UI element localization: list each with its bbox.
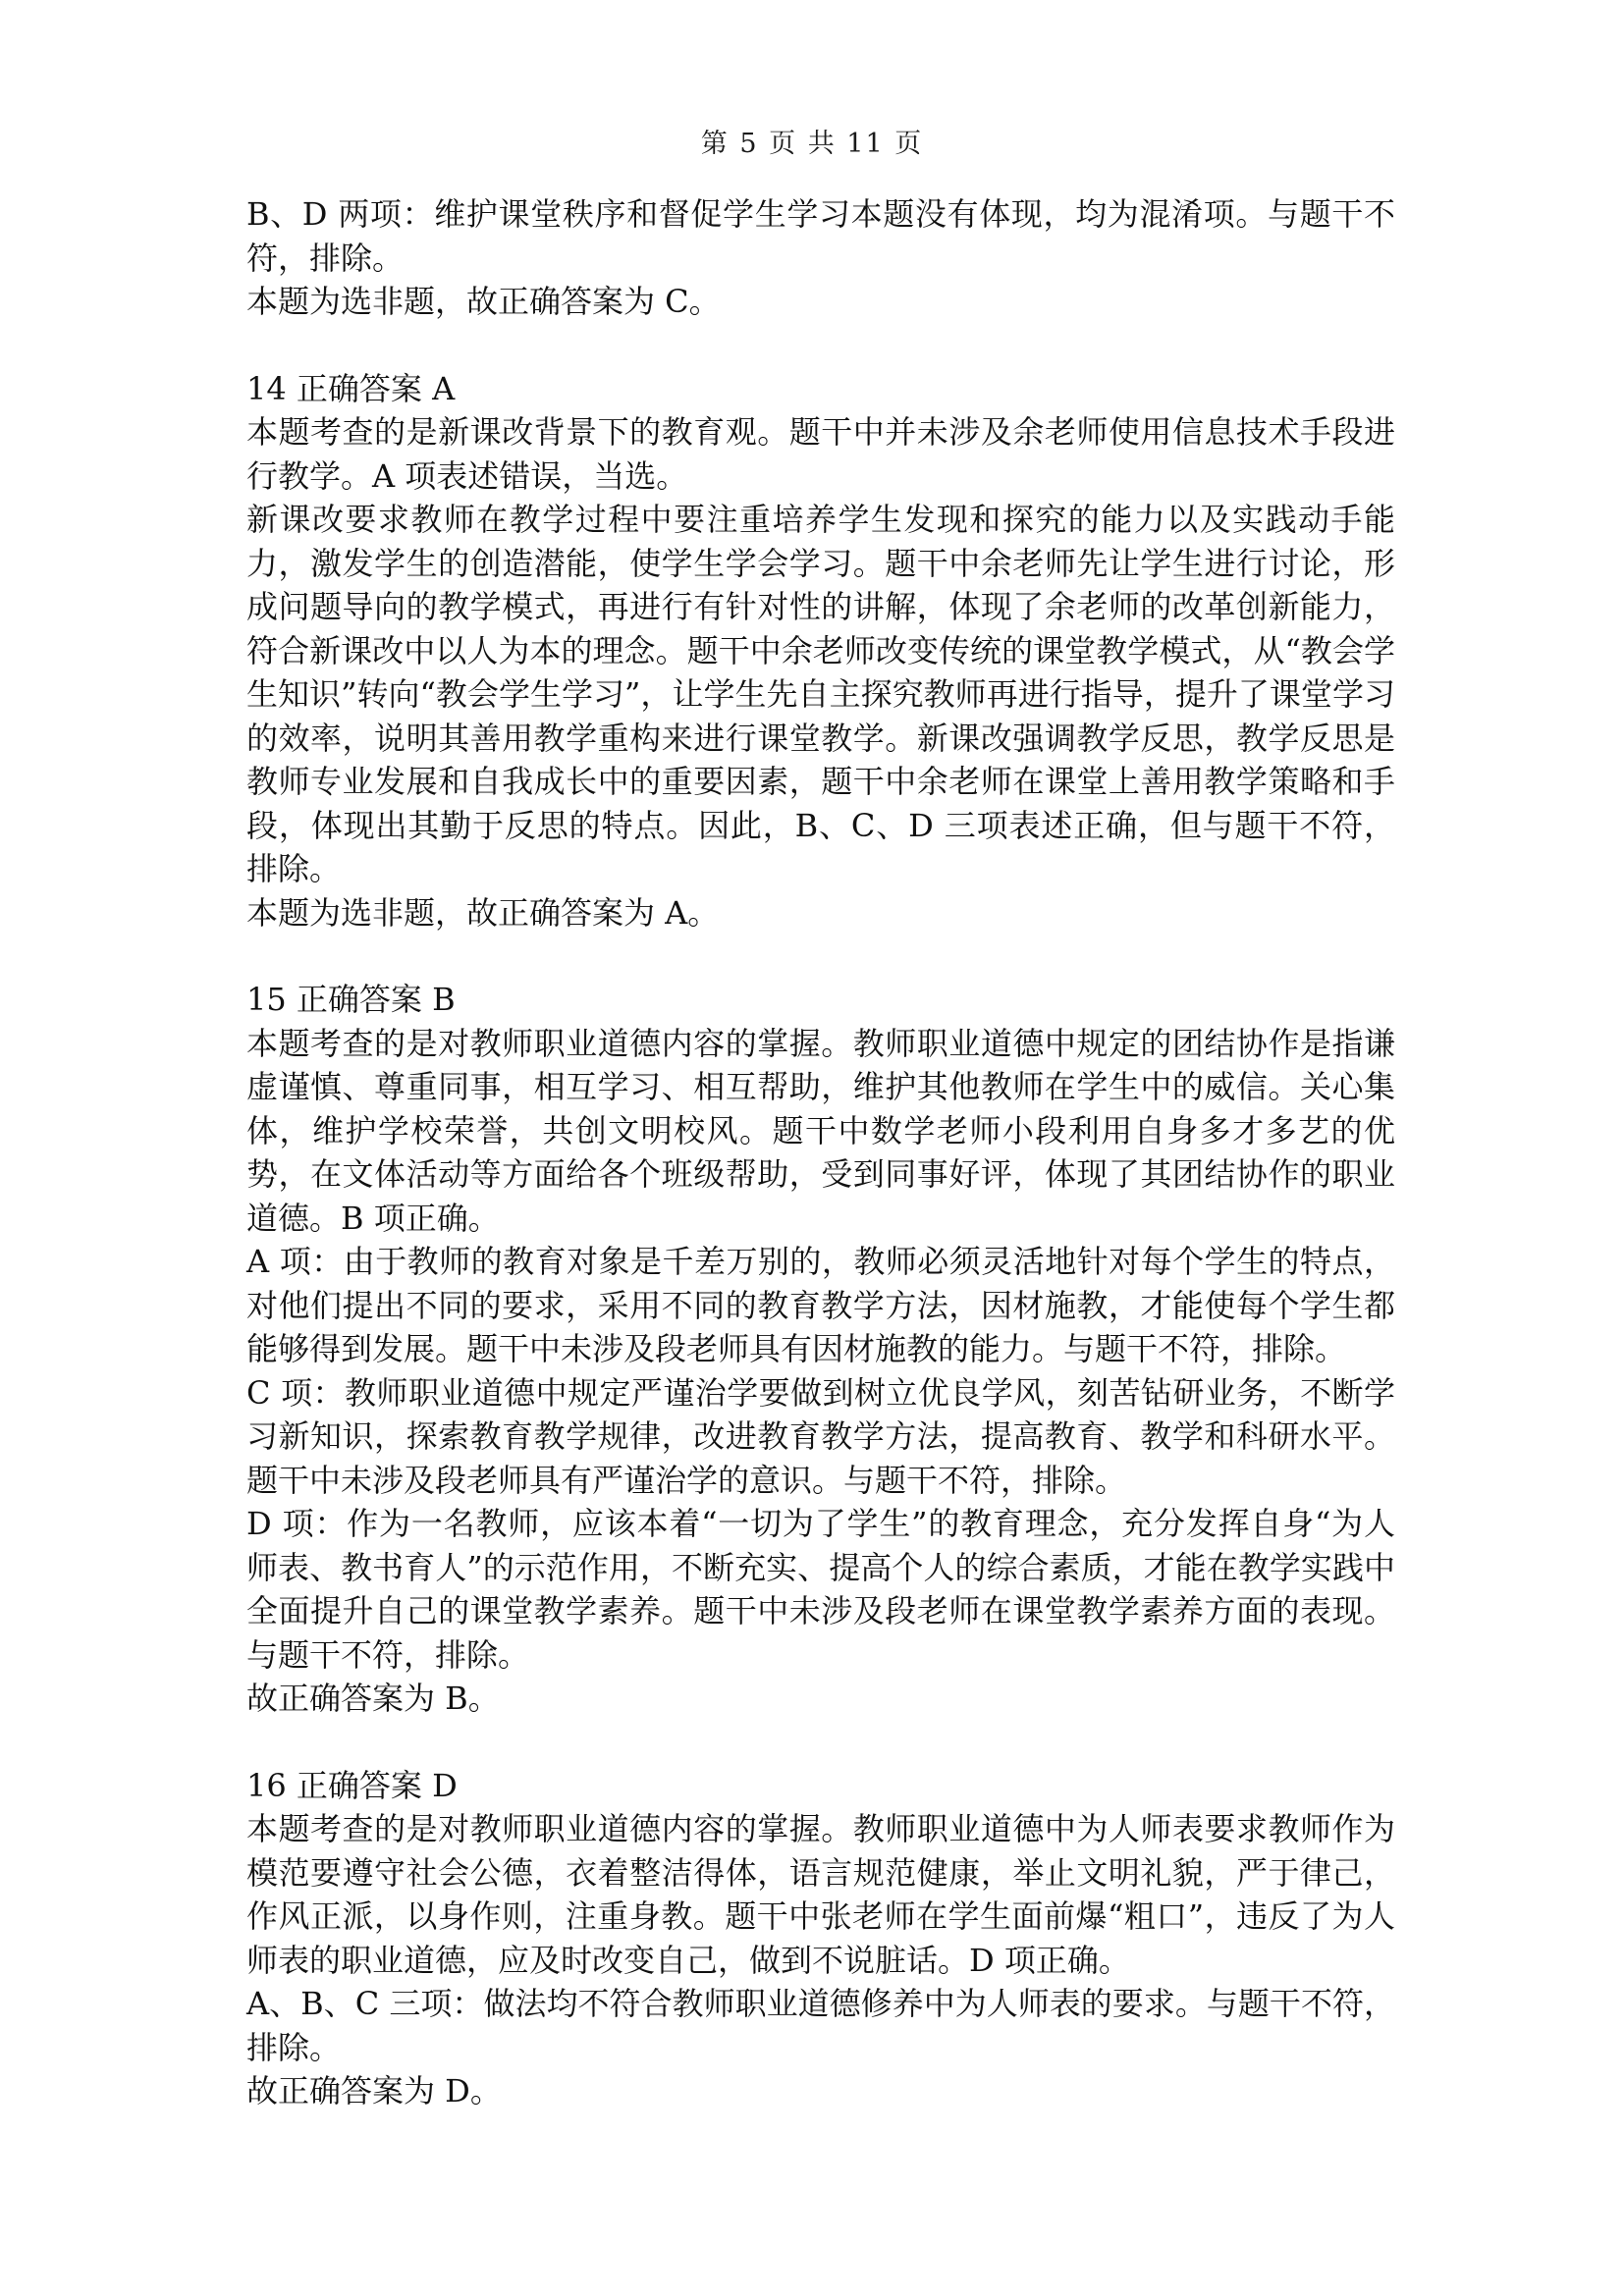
paragraph: C 项：教师职业道德中规定严谨治学要做到树立优良学风，刻苦钻研业务，不断学习新知识，探索教育教学规律，改进教育教学方法，提高教育、教学和科研水平。题干中未涉及段老师具有严谨治学的意识。与题干不符，排除。: [246, 1373, 1395, 1499]
paragraph: 新课改要求教师在教学过程中要注重培养学生发现和探究的能力以及实践动手能力，激发学生的创造潜能，使学生学会学习。题干中余老师先让学生进行讨论，形成问题导向的教学模式，再进行有针对性的讲解，体现了余老师的改革创新能力，符合新课改中以人为本的理念。题干中余老师改变传统的课堂教学模式，从“教会学生知识”转向“教会学生学习”，让学生先自主探究教师再进行指导，提升了课堂学习的效率，说明其善用教学重构来进行课堂教学。新课改强调教学反思，教学反思是教师专业发展和自我成长中的重要因素，题干中余老师在课堂上善用教学策略和手段，体现出其勤于反思的特点。因此，B、C、D 三项表述正确，但与题干不符，排除。: [246, 501, 1395, 887]
page-number: 第 5 页 共 11 页: [700, 129, 924, 159]
paragraph: 本题考查的是对教师职业道德内容的掌握。教师职业道德中为人师表要求教师作为模范要遵守社会公德，衣着整洁得体，语言规范健康，举止文明礼貌，严于律己，作风正派，以身作则，注重身教。题干中张老师在学生面前爆“粗口”，违反了为人师表的职业道德，应及时改变自己，做到不说脏话。D 项正确。: [246, 1810, 1395, 1979]
paragraph: 故正确答案为 B。: [246, 1680, 500, 1717]
paragraph: 故正确答案为 D。: [246, 2072, 502, 2109]
paragraph: 本题为选非题，故正确答案为 A。: [246, 893, 720, 932]
paragraph: B、D 两项：维护课堂秩序和督促学生学习本题没有体现，均为混淆项。与题干不符，排除。: [246, 195, 1395, 277]
paragraph: 本题考查的是对教师职业道德内容的掌握。教师职业道德中规定的团结协作是指谦虚谨慎、尊重同事，相互学习、相互帮助，维护其他教师在学生中的威信。关心集体，维护学校荣誉，共创文明校风。题干中数学老师小段利用自身多才多艺的优势，在文体活动等方面给各个班级帮助，受到同事好评，体现了其团结协作的职业道德。B 项正确。: [246, 1024, 1395, 1237]
answer-heading-16: 16 正确答案 D: [246, 1766, 458, 1804]
paragraph: 本题考查的是新课改背景下的教育观。题干中并未涉及余老师使用信息技术手段进行教学。A 项表述错误，当选。: [246, 413, 1395, 495]
paragraph: A、B、C 三项：做法均不符合教师职业道德修养中为人师表的要求。与题干不符，排除。: [246, 1985, 1395, 2066]
answer-heading-15: 15 正确答案 B: [246, 981, 456, 1018]
paragraph: 本题为选非题，故正确答案为 C。: [246, 283, 721, 320]
paragraph: A 项：由于教师的教育对象是千差万别的，教师必须灵活地针对每个学生的特点，对他们提出不同的要求，采用不同的教育教学方法，因材施教，才能使每个学生都能够得到发展。题干中未涉及段老师具有因材施教的能力。与题干不符，排除。: [246, 1243, 1395, 1367]
document-body: [246, 192, 1395, 2113]
paragraph: D 项：作为一名教师，应该本着“一切为了学生”的教育理念，充分发挥自身“为人师表、教书育人”的示范作用，不断充实、提高个人的综合素质，才能在教学实践中全面提升自己的课堂教学素养。题干中未涉及段老师在课堂教学素养方面的表现。与题干不符，排除。: [246, 1505, 1395, 1674]
answer-heading-14: 14 正确答案 A: [246, 369, 456, 407]
